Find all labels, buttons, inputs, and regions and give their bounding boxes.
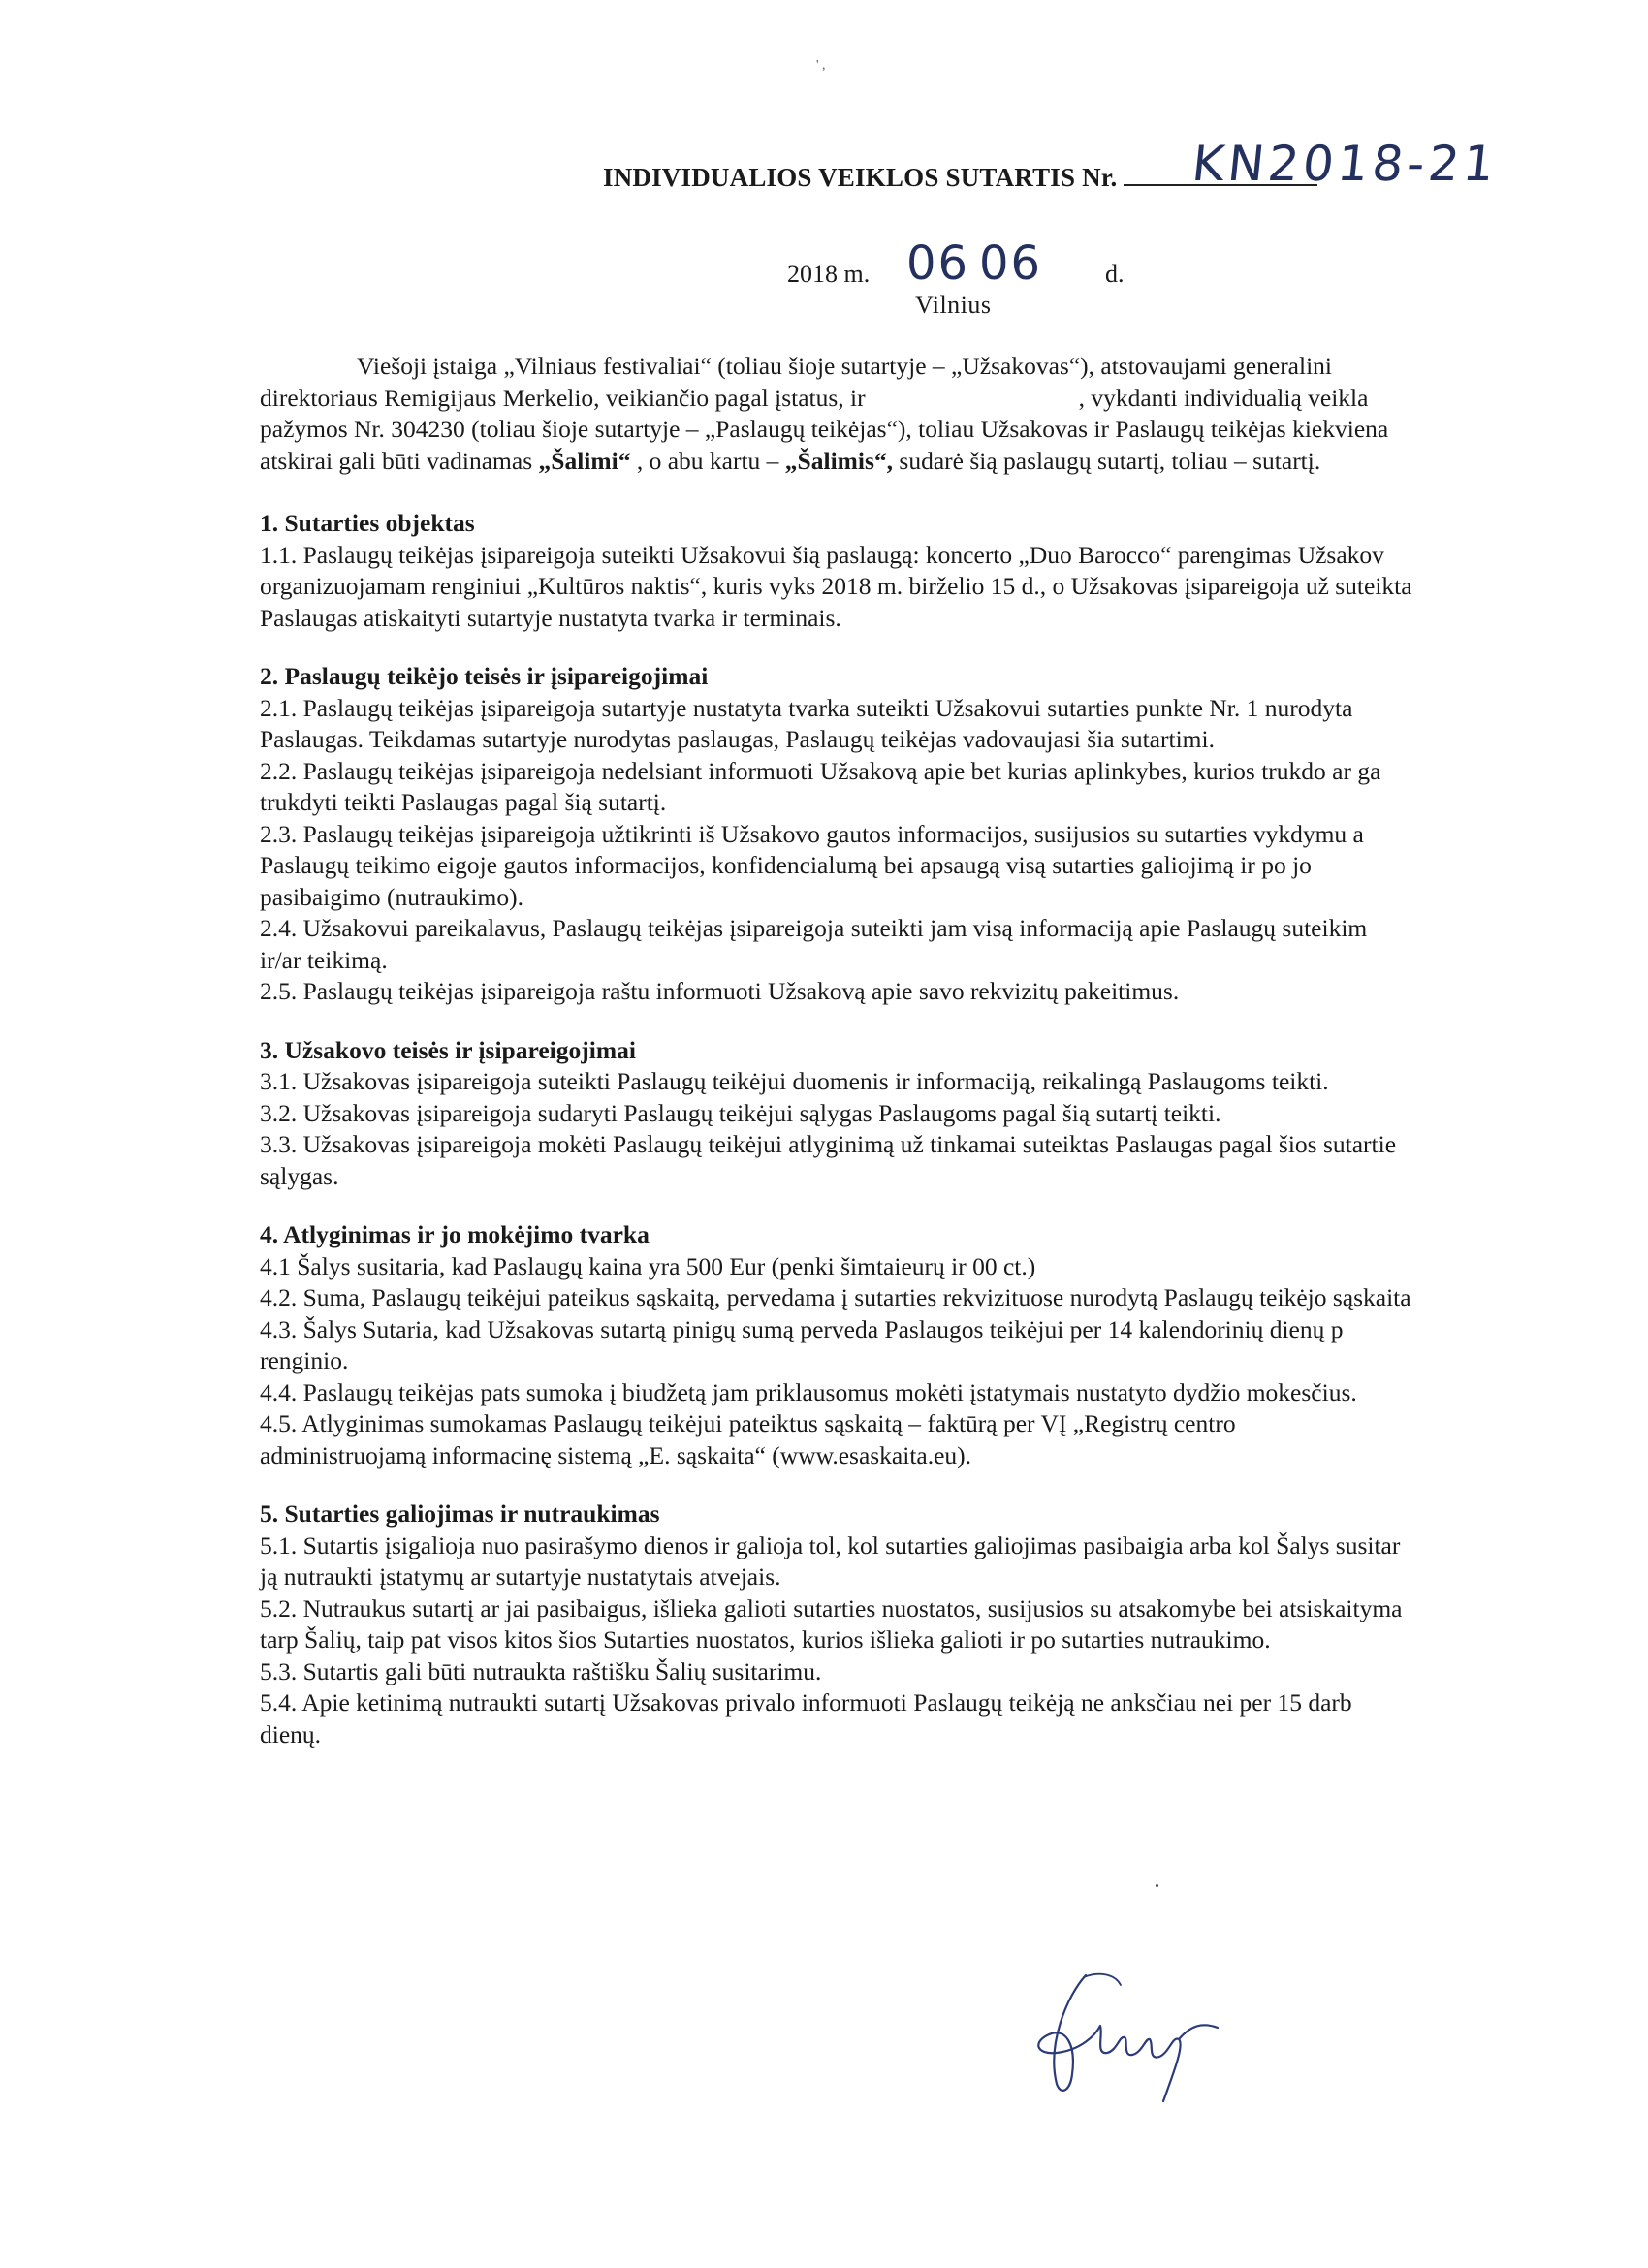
section-heading: 3. Užsakovo teisės ir įsipareigojimai [260, 1035, 636, 1064]
handwritten-day: 06 [979, 236, 1043, 291]
clause-line: 2.4. Užsakovui pareikalavus, Paslaugų teikėjas įsipareigoja suteikti jam visą informaciją apie Paslaugų suteikim [260, 914, 1368, 942]
clause-line: 3.2. Užsakovas įsipareigoja sudaryti Paslaugų teikėjui sąlygas Paslaugoms pagal šią sutartį teikti. [260, 1098, 1221, 1127]
intro-line: pažymos Nr. 304230 (toliau šioje sutartyje – „Paslaugų teikėjas“), toliau Užsakovas ir Paslaugų teikėjas kiekviena [260, 415, 1389, 443]
clause-line: 4.1 Šalys susitaria, kad Paslaugų kaina yra 500 Eur (penki šimtaieurų ir 00 ct.) [260, 1251, 1036, 1280]
date-year: 2018 m. [787, 260, 871, 288]
clause-line: administruojamą informacinę sistemą „E. sąskaita“ (www.esaskaita.eu). [260, 1440, 972, 1469]
clause-line: pasibaigimo (nutraukimo). [260, 882, 523, 911]
clause-line: 5.1. Sutartis įsigalioja nuo pasirašymo dienos ir galioja tol, kol sutarties galiojimas pasibaigia arba kol Šalys susitar [260, 1530, 1401, 1559]
party-term: „Šalimi“ [538, 446, 631, 475]
clause-line: 2.5. Paslaugų teikėjas įsipareigoja raštu informuoti Užsakovą apie savo rekvizitų pakeitimus. [260, 977, 1180, 1005]
clause-line: 2.1. Paslaugų teikėjas įsipareigoja sutartyje nustatyta tvarka suteikti Užsakovui sutarties punkte Nr. 1 nurodyta [260, 693, 1353, 722]
parties-term: „Šalimis“, [784, 446, 894, 475]
intro-text: atskirai gali būti vadinamas [260, 446, 539, 475]
handwritten-month: 06 [906, 236, 970, 291]
clause-line: 3.1. Užsakovas įsipareigoja suteikti Paslaugų teikėjui duomenis ir informaciją, reikalingą Paslaugoms teikti. [260, 1067, 1329, 1095]
clause-line: dienų. [260, 1719, 322, 1748]
section-heading: 5. Sutarties galiojimas ir nutraukimas [260, 1499, 660, 1528]
clause-line: 2.3. Paslaugų teikėjas įsipareigoja užtikrinti iš Užsakovo gautos informacijos, susijusios su sutarties vykdymu a [260, 819, 1364, 848]
clause-line: Paslaugas atiskaityti sutartyje nustatyta tvarka ir terminais. [260, 603, 841, 632]
clause-line: 3.3. Užsakovas įsipareigoja mokėti Paslaugų teikėjui atlyginimą už tinkamai suteiktas Paslaugas pagal šios sutartie [260, 1130, 1397, 1158]
section-heading: 1. Sutarties objektas [260, 509, 475, 537]
scan-mark: ' , [816, 58, 826, 73]
clause-line: tarp Šalių, taip pat visos kitos šios Sutarties nuostatos, kurios išlieka galioti ir po sutarties nutraukimo. [260, 1625, 1271, 1654]
clause-line: 5.3. Sutartis gali būti nutraukta raštišku Šalių susitarimu. [260, 1656, 822, 1685]
document-title-text: INDIVIDUALIOS VEIKLOS SUTARTIS Nr. [603, 163, 1118, 192]
intro-line [260, 446, 1648, 478]
intro-line [260, 383, 1648, 415]
intro-line: Viešoji įstaiga „Vilniaus festivaliai“ (toliau šioje sutartyje – „Užsakovas“), atstovaujami generalini [357, 352, 1333, 380]
date-suffix: d. [1105, 260, 1125, 288]
clause-line: trukdyti teikti Paslaugas pagal šią sutartį. [260, 788, 667, 816]
clause-line: renginio. [260, 1346, 349, 1374]
clause-line: 5.2. Nutraukus sutartį ar jai pasibaigus, išlieka galioti sutarties nuostatos, susijusios su atsakomybe bei atsiskaityma [260, 1593, 1403, 1622]
intro-text: , vykdanti individualią veikla [1078, 383, 1369, 412]
clause-line: 4.3. Šalys Sutaria, kad Užsakovas sutartą pinigų sumą perveda Paslaugos teikėjui per 14 kalendorinių dienų p [260, 1314, 1344, 1343]
clause-line: sąlygas. [260, 1161, 339, 1190]
clause-line: Paslaugas. Teikdamas sutartyje nurodytas paslaugas, Paslaugų teikėjas vadovaujasi šia sutartimi. [260, 725, 1215, 753]
intro-text: direktoriaus Remigijaus Merkelio, veikiančio pagal įstatus, ir [260, 383, 866, 412]
document-city: Vilnius [915, 291, 992, 319]
clause-line: 1.1. Paslaugų teikėjas įsipareigoja suteikti Užsakovui šią paslaugą: koncerto „Duo Barocco“ parengimas Užsakov [260, 540, 1384, 569]
intro-text: sudarė šią paslaugų sutartį, toliau – sutartį. [893, 446, 1321, 475]
clause-line: 5.4. Apie ketinimą nutraukti sutartį Užsakovas privalo informuoti Paslaugų teikėją ne anksčiau nei per 15 darb [260, 1688, 1352, 1717]
intro-text: , o abu kartu – [630, 446, 785, 475]
clause-line: organizuojamam renginiui „Kultūros naktis“, kuris vyks 2018 m. birželio 15 d., o Užsakovas įsipareigoja už suteikta [260, 572, 1412, 600]
signature-icon [1028, 1968, 1221, 2113]
clause-line: 4.4. Paslaugų teikėjas pats sumoka į biudžetą jam priklausomus mokėti įstatymais nustatyto dydžio mokesčius. [260, 1377, 1357, 1406]
section-heading: 2. Paslaugų teikėjo teisės ir įsipareigojimai [260, 662, 709, 690]
clause-line: Paslaugų teikimo eigoje gautos informacijos, konfidencialumą bei apsaugą visą sutarties galiojimą ir po jo [260, 851, 1312, 879]
handwritten-contract-number: KN2018-21 [1188, 136, 1502, 192]
clause-line: ją nutraukti įstatymų ar sutartyje nustatytais atvejais. [260, 1562, 781, 1591]
clause-line: 4.2. Suma, Paslaugų teikėjui pateikus sąskaitą, pervedama į sutarties rekvizituose nurodytą Paslaugų teikėjo sąskaita [260, 1283, 1411, 1311]
clause-line: ir/ar teikimą. [260, 945, 388, 974]
clause-line: 4.5. Atlyginimas sumokamas Paslaugų teikėjui pateiktus sąskaitą – faktūrą per VĮ „Registrų centro [260, 1409, 1236, 1437]
section-heading: 4. Atlyginimas ir jo mokėjimo tvarka [260, 1220, 650, 1248]
contract-body [260, 351, 1648, 1750]
scan-dot [1156, 1884, 1158, 1887]
clause-line: 2.2. Paslaugų teikėjas įsipareigoja nedelsiant informuoti Užsakovą apie bet kurias aplinkybes, kurios trukdo ar ga [260, 756, 1381, 785]
